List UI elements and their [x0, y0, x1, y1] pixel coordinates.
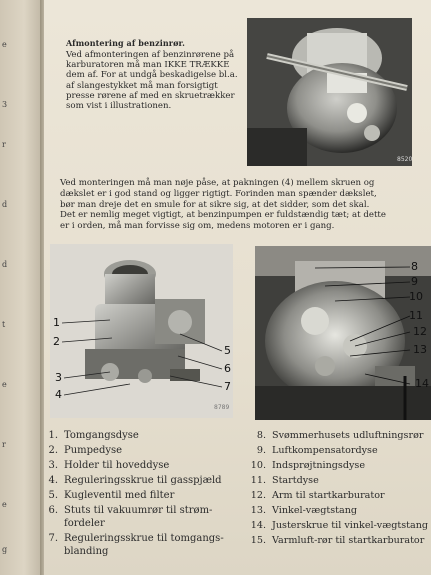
left-page-edge	[0, 0, 44, 575]
caption-item: 11. Startdyse	[250, 475, 319, 486]
caption-item: 4. Reguleringsskrue til gasspjæld	[48, 475, 222, 486]
caption-item: 8. Svømmerhusets udluftningsrør	[256, 430, 424, 441]
caption-item: 6. Stuts til vakuumrør til strøm-	[48, 505, 213, 516]
caption-item: 2. Pumpedyse	[48, 445, 123, 456]
caption-item: 3. Holder til hoveddyse	[48, 460, 170, 471]
callout-label: 7	[224, 380, 231, 393]
paragraph-line: Det er nemlig meget vigtigt, at benzinpumpen er fuldstændig tæt; at dette	[60, 210, 386, 221]
caption-item: 7. Reguleringsskrue til tomgangs-	[48, 533, 224, 544]
callout-label: 11	[409, 309, 423, 322]
section-heading: Afmontering af benzinrør.	[66, 38, 185, 48]
middle-paragraph	[60, 178, 386, 232]
callout-label: 5	[224, 344, 231, 357]
paragraph-line: af slangestykket må man forsigtigt	[66, 80, 218, 91]
left-page-char: e	[2, 500, 7, 509]
callout-label: 14	[415, 377, 429, 390]
photo-fuel-line-removal	[247, 18, 412, 166]
callout-label: 1	[53, 316, 60, 329]
caption-item: 5. Kugleventil med filter	[48, 490, 175, 501]
paragraph-line: presse rørene af med en skruetrækker	[66, 90, 235, 101]
caption-item: 15. Varmluft-rør til startkarburator	[250, 535, 425, 546]
paragraph-line: er i orden, må man forvisse sig om, medens motoren er i gang.	[60, 221, 335, 232]
callout-label: 10	[409, 290, 423, 303]
callout-label: 8	[411, 260, 418, 273]
photo-illustration	[247, 18, 412, 166]
callout-label: 9	[411, 275, 418, 288]
callout-label: 13	[413, 343, 427, 356]
paragraph-line: som vist i illustrationen.	[66, 101, 172, 112]
left-page-char: d	[2, 200, 8, 209]
caption-list-right	[250, 430, 428, 547]
photo-carburetor-right	[255, 246, 431, 420]
callout-label: 12	[413, 325, 427, 338]
photo-code: 8520	[397, 156, 412, 163]
paragraph-line: dækslet er i god stand og ligger rigtigt. Forinden man spænder dækslet,	[60, 188, 377, 199]
caption-item: 14. Justerskrue til vinkel-vægtstang	[250, 520, 429, 531]
caption-item: fordeler	[64, 518, 105, 529]
caption-item: 9. Luftkompensatordyse	[256, 445, 378, 456]
paragraph-line: Ved monteringen må man nøje påse, at pakningen (4) mellem skruen og	[60, 178, 375, 188]
callout-label: 2	[53, 335, 60, 348]
callout-lines	[255, 246, 431, 420]
paragraph-line: dem af. For at undgå beskadigelse bl.a.	[66, 70, 238, 81]
paragraph-line: karburatoren må man IKKE TRÆKKE	[66, 60, 230, 71]
caption-list-left	[44, 430, 224, 558]
caption-item: 1. Tomgangsdyse	[48, 430, 139, 441]
paragraph-line: Ved afmonteringen af benzinrørene på	[66, 50, 235, 60]
caption-item: 13. Vinkel-vægtstang	[250, 505, 358, 516]
left-page-char: d	[2, 260, 8, 269]
caption-item: blanding	[64, 546, 109, 557]
left-page-char: e	[2, 40, 7, 49]
callout-label: 6	[224, 362, 231, 375]
callout-label: 3	[55, 371, 62, 384]
caption-item: 10. Indsprøjtningsdyse	[250, 460, 366, 471]
left-page-char: t	[2, 320, 6, 329]
left-page-char: 3	[2, 100, 8, 109]
book-page	[44, 0, 431, 575]
photo-carburetor-left	[50, 244, 233, 418]
caption-item: 12. Arm til startkarburator	[250, 490, 385, 501]
left-page-char: r	[2, 140, 6, 149]
photo-code: 8789	[214, 404, 230, 411]
left-page-char: g	[2, 545, 8, 554]
callout-label: 4	[55, 388, 62, 401]
paragraph-line: bør man dreje det en smule for at sikre sig, at det sidder, som det skal.	[60, 199, 370, 210]
section-paragraph	[66, 50, 238, 111]
left-page-char: e	[2, 380, 7, 389]
left-page-char: r	[2, 440, 6, 449]
callout-lines	[50, 244, 233, 418]
